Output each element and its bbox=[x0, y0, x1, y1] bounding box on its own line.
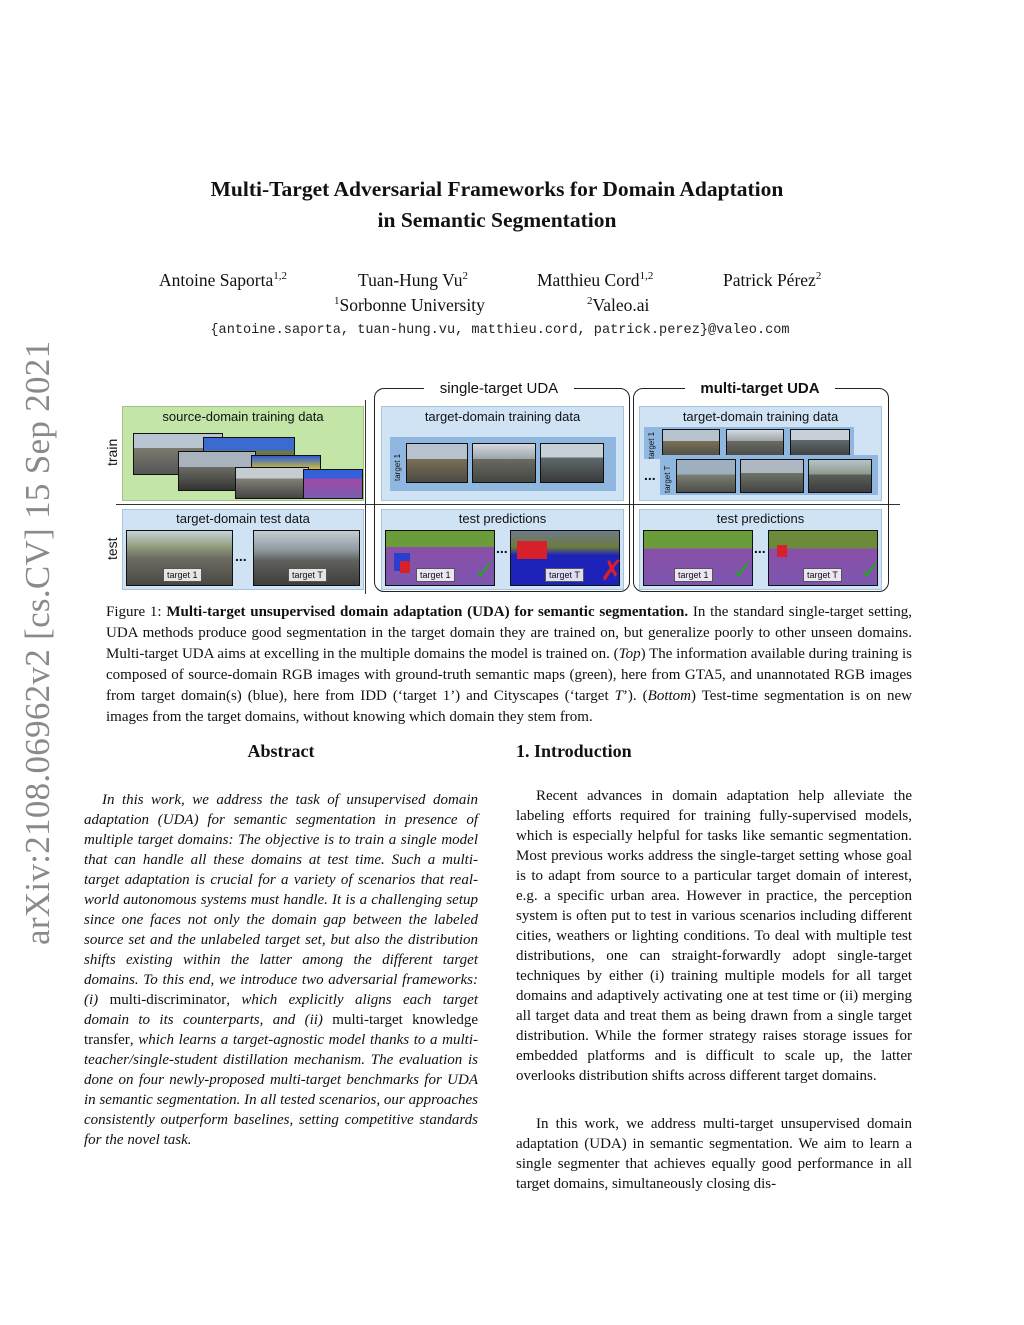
check-icon: ✓ bbox=[732, 556, 754, 586]
source-training-panel bbox=[122, 406, 364, 501]
author-affil-mark: 2 bbox=[815, 270, 822, 283]
affil-mark: 2 bbox=[587, 295, 593, 308]
title-line-2: in Semantic Segmentation bbox=[377, 208, 617, 232]
target-image bbox=[740, 459, 804, 493]
target-image bbox=[808, 459, 872, 493]
affil-name: Valeo.ai bbox=[592, 295, 650, 315]
target-image bbox=[540, 443, 604, 483]
author-emails: {antoine.saporta, tuan-hung.vu, matthieu.cord, patrick.perez}@valeo.com bbox=[210, 323, 790, 338]
author bbox=[159, 270, 287, 291]
ellipsis: ... bbox=[235, 548, 247, 564]
target-1-tag: target 1 bbox=[163, 568, 202, 582]
test-predictions-title: test predictions bbox=[716, 511, 805, 526]
figure-caption bbox=[106, 602, 912, 728]
abstract-text: In this work, we address the task of unsupervised domain adaptation (UDA) for semantic segmentation in presence of multiple target domains: The objective is to train a single model that can handle all these domains at test time. Such a multi-target adaptation is crucial for a variety of scenarios that real-world autonomous systems must handle. It is a challenging setup since one faces not only the domain gap between the labeled source set and the unlabeled target set, but also the distribution shifts existing within the latter among the different target domains. To this end, we introduce two adversarial frameworks: (i) bbox=[84, 792, 478, 1008]
target-training-title: target-domain training data bbox=[424, 409, 581, 424]
seg-blob bbox=[517, 541, 547, 559]
author-affil-mark: 1,2 bbox=[639, 270, 654, 283]
abstract-heading: Abstract bbox=[247, 741, 315, 761]
target-1-tag: target 1 bbox=[674, 568, 713, 582]
target-T-tag: target T bbox=[545, 568, 584, 582]
title-line-1: Multi-Target Adversarial Frameworks for Domain Adaptation bbox=[210, 177, 784, 201]
row-label-train: train bbox=[104, 438, 120, 466]
target-T-vertical-label: target T bbox=[663, 465, 672, 493]
abstract-body bbox=[84, 790, 478, 1150]
author bbox=[358, 270, 468, 291]
target-1-tag: target 1 bbox=[416, 568, 455, 582]
caption-t: T bbox=[614, 688, 623, 704]
caption-text: ’). ( bbox=[622, 688, 648, 704]
target-image bbox=[472, 443, 536, 483]
affil-name: Sorbonne University bbox=[339, 295, 485, 315]
intro-paragraph-1: Recent advances in domain adaptation help alleviate the labeling efforts required for training fully-supervised models, which is especially helpful for tasks like semantic segmentation. Most previous works address the single-target setting whose goal is to adapt from source to a particular target domain of interest, e.g. a specific urban area. However in practice, the perception system is often put to test in various scenarios including different cities, weathers or lighting conditions. To deal with multiple test distributions, one can straight-forwardly adopt single-target techniques by either (i) training multiple models for all target domains and adaptively activating one at test time or (ii) merging all target data and treat them as being drawn from a single target distribution. While the former strategy raises storage issues for embedded platforms and is difficult to scale up, the latter overlooks distribution shifts across different target domains. bbox=[516, 788, 912, 1084]
cross-icon: ✗ bbox=[600, 554, 624, 587]
abstract-text: , which explicitly aligns each target domain to its counterparts, and (ii) bbox=[84, 992, 478, 1028]
test-image-target-T bbox=[253, 530, 360, 586]
caption-text: In the standard single-target setting, UDA methods produce good segmentation in the target domain they are trained on, but generalize poorly to other unseen domains. Multi-target UDA aims at excelling in the multiple domains the model is trained on. ( bbox=[106, 604, 912, 662]
single-target-label: single-target UDA bbox=[424, 380, 574, 397]
test-predictions-title: test predictions bbox=[458, 511, 547, 526]
author-name: Patrick Pérez bbox=[723, 270, 816, 290]
source-training-title: source-domain training data bbox=[162, 409, 324, 424]
source-map-3 bbox=[303, 469, 363, 499]
abstract-text: , which learns a target-agnostic model thanks to a multi-teacher/single-student distillation mechanism. The evaluation is done on four newly-proposed multi-target benchmarks for UDA in semantic segmentation. In all tested scenarios, our approaches consistently outperform baselines, setting competitive standards for the novel task. bbox=[84, 1032, 478, 1148]
caption-text: ) Test-time segmentation is on new images from the target domains, without knowing which domain they stem from. bbox=[106, 688, 912, 725]
author-affil-mark: 2 bbox=[462, 270, 468, 283]
intro-heading: 1. Introduction bbox=[516, 741, 632, 761]
target-test-title: target-domain test data bbox=[176, 511, 310, 526]
target-image bbox=[676, 459, 736, 493]
author bbox=[723, 270, 821, 291]
multi-target-predictions-panel bbox=[639, 509, 882, 590]
more-domains-ellipsis: ... bbox=[644, 467, 656, 483]
arxiv-identifier: arXiv:2108.06962v2 [cs.CV] 15 Sep 2021 bbox=[18, 340, 57, 945]
test-image-target-1 bbox=[126, 530, 233, 586]
author-affil-mark: 1,2 bbox=[273, 270, 287, 283]
caption-bold-title: Multi-target unsupervised domain adaptation (UDA) for semantic segmentation. bbox=[166, 604, 689, 620]
abstract-term: multi-discriminator bbox=[109, 992, 227, 1008]
target-1-vertical-label: target 1 bbox=[393, 453, 402, 481]
abstract-term: multi-target knowledge transfer bbox=[84, 1012, 479, 1048]
affiliation bbox=[334, 295, 485, 316]
author-name: Antoine Saporta bbox=[159, 270, 274, 290]
seg-blob bbox=[400, 561, 410, 573]
paper-title bbox=[150, 174, 844, 236]
column-divider bbox=[365, 400, 366, 594]
caption-top: Top bbox=[618, 646, 641, 662]
check-icon: ✓ bbox=[474, 556, 496, 586]
caption-label: Figure 1: bbox=[106, 604, 162, 620]
caption-bottom: Bottom bbox=[647, 688, 691, 704]
row-label-test: test bbox=[104, 537, 120, 560]
ellipsis: ... bbox=[754, 540, 766, 556]
target-T-tag: target T bbox=[288, 568, 327, 582]
single-target-training-panel bbox=[381, 406, 624, 501]
target-T-tag: target T bbox=[803, 568, 842, 582]
intro-paragraph-2: In this work, we address multi-target unsupervised domain adaptation (UDA) in semantic segmentation. We aim to learn a single segmenter that achieves equally good performance in all target domains, simultaneously closing dis- bbox=[516, 1116, 912, 1192]
multi-target-label: multi-target UDA bbox=[685, 380, 835, 397]
affiliation bbox=[587, 295, 649, 316]
target-test-panel bbox=[122, 509, 364, 590]
source-image-3 bbox=[235, 467, 309, 499]
check-icon: ✓ bbox=[860, 556, 882, 586]
target-training-title: target-domain training data bbox=[682, 409, 839, 424]
ellipsis: ... bbox=[496, 540, 508, 556]
author-name: Tuan-Hung Vu bbox=[358, 270, 463, 290]
author-name: Matthieu Cord bbox=[537, 270, 640, 290]
multi-target-training-panel bbox=[639, 406, 882, 501]
author bbox=[537, 270, 653, 291]
caption-text: ) The information available during training is composed of source-domain RGB images with ground-truth semantic maps (green), here from GTA5, and unannotated RGB images from target domain(s) (blue), here from IDD (‘target 1’) and Cityscapes (‘target bbox=[106, 646, 912, 704]
figure-1 bbox=[100, 380, 900, 595]
target-image bbox=[406, 443, 468, 483]
affil-mark: 1 bbox=[334, 295, 340, 308]
single-target-predictions-panel bbox=[381, 509, 624, 590]
target-1-vertical-label: target 1 bbox=[647, 431, 656, 459]
seg-blob bbox=[777, 545, 787, 557]
